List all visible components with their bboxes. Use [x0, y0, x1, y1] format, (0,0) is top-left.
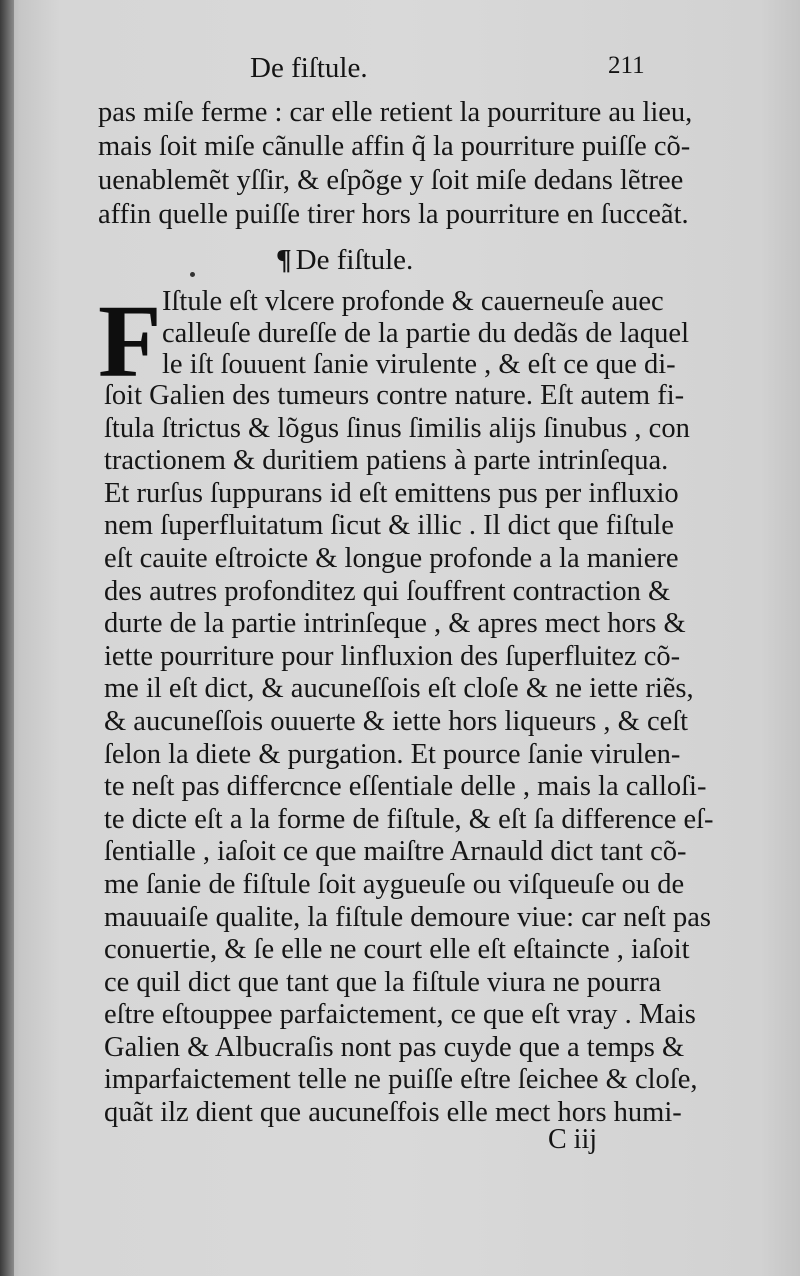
text-line: tractionem & duritiem patiens à parte intrinſequa.	[104, 445, 669, 477]
text-line: me ſanie de fiſtule ſoit aygueuſe ou viſqueuſe ou de	[104, 868, 685, 900]
paragraph-body	[104, 380, 714, 1130]
text-line: calleuſe dureſſe de la partie du dedãs de laquel	[162, 317, 689, 349]
paragraph-opening	[162, 286, 689, 381]
text-line: pas miſe ferme : car elle retient la pourriture au lieu,	[98, 97, 693, 128]
text-line: & aucuneſſois ouuerte & iette hors liqueurs , & ceſt	[104, 705, 689, 737]
running-title: De fiſtule.	[250, 52, 368, 84]
text-line: durte de la partie intrinſeque , & apres mect hors &	[104, 608, 686, 640]
section-title: De fiſtule.	[295, 244, 414, 276]
text-line: quãt ilz dient que aucuneſfois elle mect hors humi-	[104, 1097, 682, 1129]
section-heading	[276, 244, 413, 280]
text-line: Et rurſus ſuppurans id eſt emittens pus per influxio	[104, 477, 679, 509]
text-line: conuertie, & ſe elle ne court elle eſt eſtaincte , iaſoit	[104, 934, 690, 966]
text-line: nem ſuperfluitatum ſicut & illic . Il dict que fiſtule	[104, 510, 674, 542]
text-line: Iſtule eſt vlcere profonde & cauerneuſe auec	[162, 286, 664, 317]
text-line: le iſt ſouuent ſanie virulente , & eſt ce que di-	[162, 349, 676, 380]
text-line: mauuaiſe qualite, la fiſtule demoure viue: car neſt pas	[104, 901, 711, 933]
page-number: 211	[608, 52, 645, 79]
text-line: ſelon la diete & purgation. Et pource ſanie virulen-	[104, 738, 681, 770]
text-line: ſoit Galien des tumeurs contre nature. Eſt autem fi-	[104, 380, 685, 411]
text-line: ſtula ſtrictus & lõgus ſinus ſimilis alijs ſinubus , con	[104, 412, 690, 444]
text-line: ſentialle , iaſoit ce que maiſtre Arnauld dict tant cõ-	[104, 836, 687, 868]
drop-capital: F	[98, 284, 162, 399]
text-line: te neſt pas differcnce eſſentiale delle , mais la calloſi-	[104, 771, 707, 803]
page-gutter	[0, 0, 14, 1276]
text-line: affin quelle puiſſe tirer hors la pourriture en ſucceãt.	[98, 199, 689, 230]
ink-speck	[190, 272, 195, 277]
text-line: Galien & Albucraſis nont pas cuyde que a temps &	[104, 1031, 685, 1063]
text-line: eſtre eſtouppee parfaictement, ce que eſt vray . Mais	[104, 999, 696, 1031]
text-line: des autres profonditez qui ſouffrent contraction &	[104, 575, 671, 607]
text-line: iette pourriture pour linfluxion des ſuperfluitez cõ-	[104, 640, 681, 672]
text-line: uenablemẽt yſſir, & eſpõge y ſoit miſe dedans lẽtree	[98, 165, 684, 196]
text-line: mais ſoit miſe cãnulle affin q̃ la pourriture puiſſe cõ-	[98, 131, 691, 162]
pilcrow-icon: ¶	[276, 244, 292, 276]
text-line: te dicte eſt a la forme de fiſtule, & eſt ſa difference eſ-	[104, 803, 714, 835]
paragraph-continuation	[98, 96, 692, 232]
page-header	[0, 48, 800, 88]
text-line: imparfaictement telle ne puiſſe eſtre ſeichee & cloſe,	[104, 1064, 698, 1096]
signature-mark: C iij	[548, 1124, 598, 1155]
text-line: me il eſt dict, & aucuneſſois eſt cloſe & ne iette riẽs,	[104, 673, 694, 705]
text-line: ce quil dict que tant que la fiſtule viura ne pourra	[104, 966, 662, 998]
text-line: eſt cauite eſtroicte & longue profonde a la maniere	[104, 542, 679, 574]
